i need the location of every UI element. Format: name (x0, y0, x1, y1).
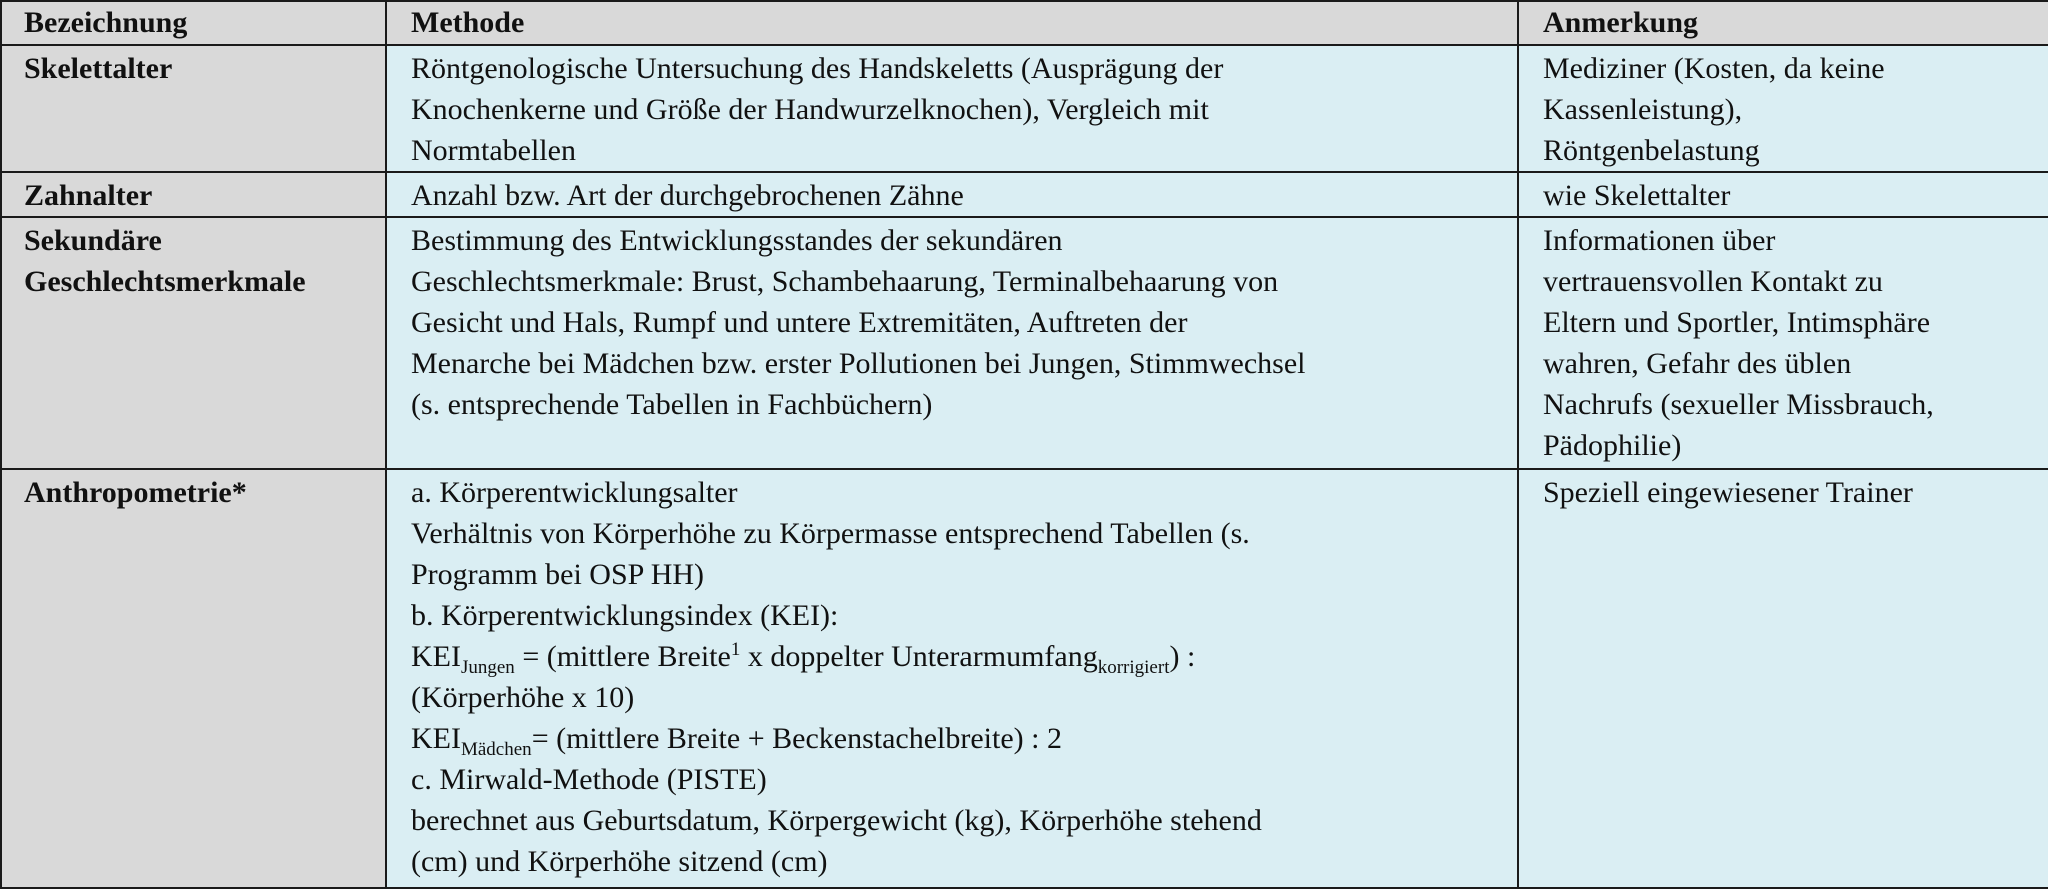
table-header-row (1, 1, 2048, 45)
anmerkung-line: wahren, Gefahr des üblen (1543, 347, 1852, 380)
anmerkung-line: Röntgenbelastung (1543, 134, 1760, 167)
table-row-anthropometrie (1, 469, 2048, 888)
methode-line: c. Mirwald-Methode (PISTE) (411, 763, 767, 796)
anmerkung-cell-zahnalter (1518, 172, 2048, 217)
formula-text: = (mittlere Breite + Beckenstachelbreite) : 2 (531, 722, 1062, 755)
anmerkung-cell-skelettalter (1518, 45, 2048, 172)
row-label-skelettalter: Skelettalter (1, 45, 386, 172)
methode-line: b. Körperentwicklungsindex (KEI): (411, 599, 839, 632)
methode-line: berechnet aus Geburtsdatum, Körpergewicht (kg), Körperhöhe stehend (411, 804, 1262, 837)
formula-text: ) : (1169, 640, 1196, 673)
methode-line: Programm bei OSP HH) (411, 558, 705, 591)
anmerkung-line: wie Skelettalter (1543, 179, 1731, 212)
methode-line: Gesicht und Hals, Rumpf und untere Extremitäten, Auftreten der (411, 306, 1188, 339)
row-label-anthropometrie: Anthropometrie* (1, 469, 386, 888)
methode-cell-sekundaere-geschlechtsmerkmale (386, 217, 1518, 469)
methode-cell-zahnalter (386, 172, 1518, 217)
methode-line: Anzahl bzw. Art der durchgebrochenen Zähne (411, 179, 964, 212)
table-row-skelettalter (1, 45, 2048, 172)
methode-line: a. Körperentwicklungsalter (411, 476, 738, 509)
anmerkung-line: vertrauensvollen Kontakt zu (1543, 265, 1883, 298)
row-label-line: Geschlechtsmerkmale (24, 265, 306, 298)
anmerkung-line: Nachrufs (sexueller Missbrauch, (1543, 388, 1934, 421)
anmerkung-line: Pädophilie) (1543, 429, 1682, 462)
row-label-sekundaere-geschlechtsmerkmale (1, 217, 386, 469)
kei-maedchen-formula (411, 718, 1507, 759)
subscript-korrigiert: korrigiert (1097, 657, 1170, 678)
formula-text: = (mittlere Breite (514, 640, 731, 673)
table-row-sekundaere-geschlechtsmerkmale (1, 217, 2048, 469)
methode-line: Verhältnis von Körperhöhe zu Körpermasse entsprechend Tabellen (s. (411, 517, 1250, 550)
anmerkung-line: Speziell eingewiesener Trainer (1543, 476, 1913, 509)
methode-line: Röntgenologische Untersuchung des Handskeletts (Ausprägung der (411, 52, 1224, 85)
methode-line: Menarche bei Mädchen bzw. erster Pollutionen bei Jungen, Stimmwechsel (411, 347, 1306, 380)
formula-text: x doppelter Unterarmumfang (740, 640, 1098, 673)
methode-line: Knochenkerne und Größe der Handwurzelknochen), Vergleich mit (411, 93, 1209, 126)
methode-line: Geschlechtsmerkmale: Brust, Schambehaarung, Terminalbehaarung von (411, 265, 1279, 298)
footnote-superscript: 1 (730, 639, 741, 660)
anmerkung-line: Mediziner (Kosten, da keine (1543, 52, 1885, 85)
methode-cell-skelettalter (386, 45, 1518, 172)
kei-base: KEI (411, 722, 461, 755)
anmerkung-line: Kassenleistung), (1543, 93, 1743, 126)
anmerkung-line: Eltern und Sportler, Intimsphäre (1543, 306, 1931, 339)
methode-line: (cm) und Körperhöhe sitzend (cm) (411, 845, 828, 878)
anmerkung-cell-sekundaere-geschlechtsmerkmale (1518, 217, 2048, 469)
methode-cell-anthropometrie (386, 469, 1518, 888)
table-row-zahnalter (1, 172, 2048, 217)
anmerkung-line: Informationen über (1543, 224, 1776, 257)
methode-line: Normtabellen (411, 134, 576, 167)
row-label-zahnalter: Zahnalter (1, 172, 386, 217)
header-methode: Methode (386, 1, 1518, 45)
kei-base: KEI (411, 640, 461, 673)
methode-line: (Körperhöhe x 10) (411, 681, 635, 714)
kei-subscript-jungen: Jungen (460, 657, 515, 678)
kei-jungen-formula (411, 636, 1507, 677)
methode-line: (s. entsprechende Tabellen in Fachbüchern) (411, 388, 933, 421)
kei-subscript-maedchen: Mädchen (460, 739, 532, 760)
methode-line: Bestimmung des Entwicklungsstandes der sekundären (411, 224, 1063, 257)
header-anmerkung: Anmerkung (1518, 1, 2048, 45)
anmerkung-cell-anthropometrie (1518, 469, 2048, 888)
row-label-line: Sekundäre (24, 224, 162, 257)
header-bezeichnung: Bezeichnung (1, 1, 386, 45)
